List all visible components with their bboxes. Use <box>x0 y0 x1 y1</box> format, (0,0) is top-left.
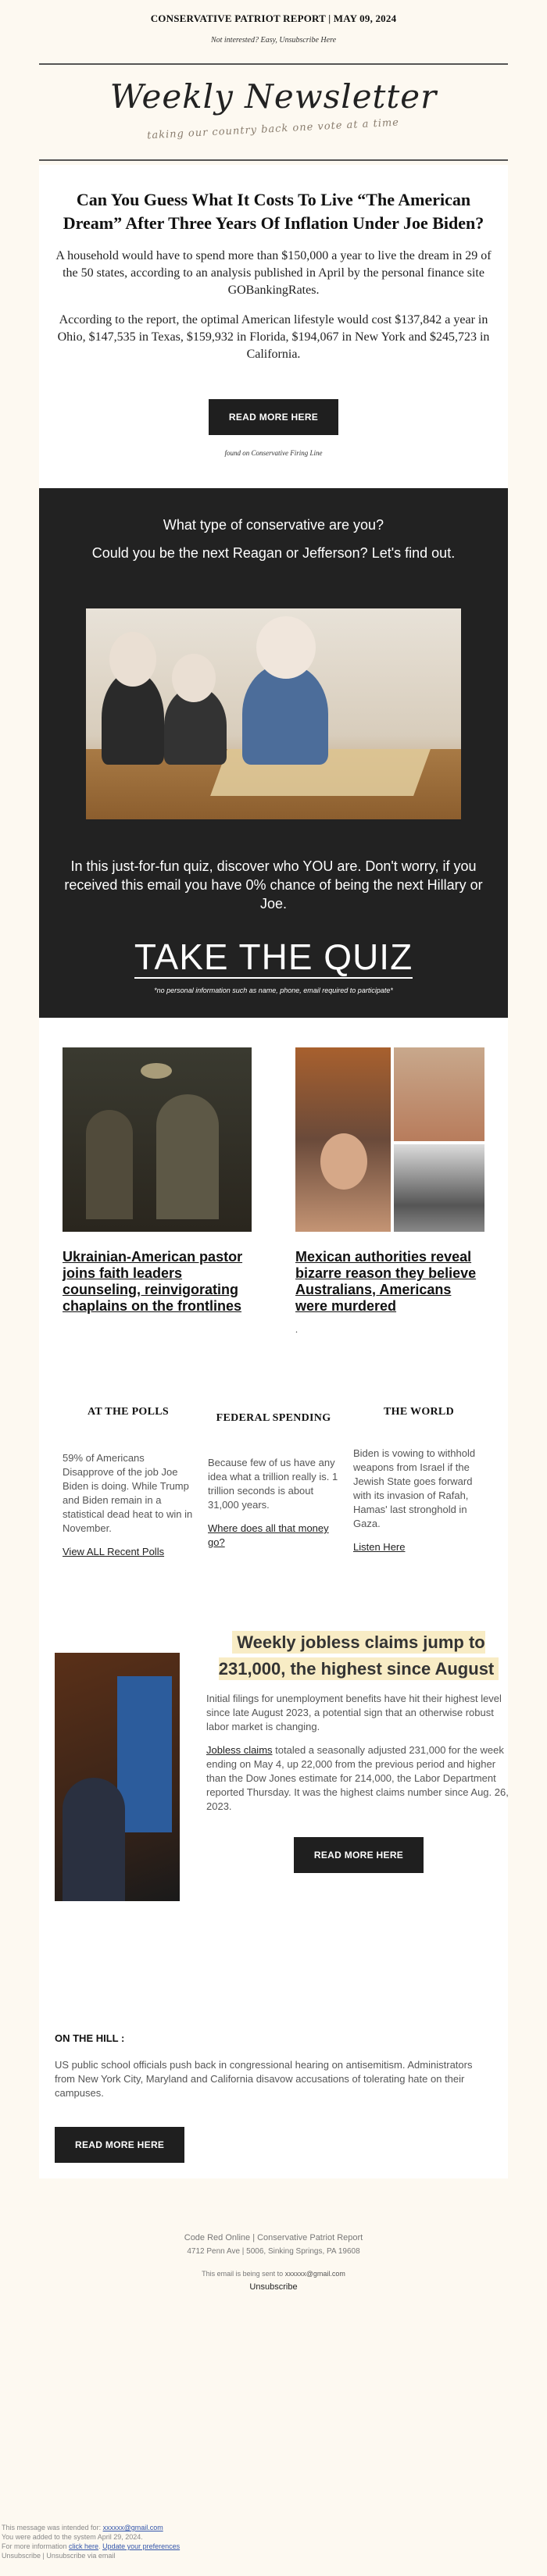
jobs-paragraph-1: Initial filings for unemployment benefits have hit their highest level since late August 2023, a potential sign that an otherwise robust labor market is changing. <box>206 1693 502 1732</box>
lead-read-more-button[interactable]: READ MORE HERE <box>209 399 338 435</box>
jobs-headline <box>206 1629 511 1682</box>
lead-paragraph-2: According to the report, the optimal American lifestyle would cost $137,842 a year in Ohio, $147,535 in Texas, $159,932 in Florida, $194,067 in New York and $245,723 in California. <box>57 313 490 361</box>
jobs-paragraph-2 <box>206 1743 511 1814</box>
top-bar <box>0 0 547 45</box>
jobless-claims-story <box>39 1590 508 2032</box>
unsubscribe-options[interactable]: Unsubscribe | Unsubscribe via email <box>2 2552 116 2560</box>
column-polls <box>63 1406 194 1559</box>
hill-read-more-button[interactable]: READ MORE HERE <box>55 2127 184 2163</box>
brand-date: CONSERVATIVE PATRIOT REPORT | MAY 09, 2024 <box>150 12 397 24</box>
hill-text: US public school officials push back in congressional hearing on antisemitism. Administrators from New York City, Maryland and California disavow accusations of tolerating hate on their campuses. <box>55 2059 473 2099</box>
topic-columns <box>39 1367 508 1590</box>
column-heading: THE WORLD <box>384 1406 454 1418</box>
intended-for-label: This message was intended for: <box>2 2524 103 2531</box>
added-date: You were added to the system April 29, 2024. <box>2 2533 143 2541</box>
quiz-question: What type of conservative are you? <box>163 517 384 533</box>
founding-fathers-image[interactable] <box>86 608 461 819</box>
story-photo[interactable] <box>63 1047 252 1232</box>
story-headline-link[interactable]: Mexican authorities reveal bizarre reason they believe Australians, Americans were murdered <box>295 1249 477 1314</box>
listen-link[interactable]: Listen Here <box>353 1541 406 1553</box>
masthead <box>0 65 547 152</box>
footer <box>0 2178 547 2292</box>
click-here-link[interactable]: click here <box>69 2542 99 2550</box>
more-info-label: For more information <box>2 2542 70 2550</box>
hill-label: ON THE HILL : <box>55 2032 125 2044</box>
on-the-hill <box>39 2032 508 2178</box>
story-card <box>63 1047 252 1336</box>
quiz-subtitle: Could you be the next Reagan or Jefferson? Let's find out. <box>91 545 456 561</box>
newsletter-tagline: taking our country back one vote at a time <box>147 116 400 142</box>
footer-org: Code Red Online | Conservative Patriot Report <box>184 2233 363 2242</box>
story-photo[interactable] <box>295 1047 484 1232</box>
footer-email-link[interactable]: xxxxxx@gmail.com <box>284 2270 345 2278</box>
jobs-paragraph-2-text: totaled a seasonally adjusted 231,000 for the week ending on May 4, up 22,000 from the previous period and higher than the Dow Jones estimate for 214,000, the Labor Department reported Thursday. It was the highest claims number since Aug. 26, 2023. <box>206 1744 509 1812</box>
column-spending <box>208 1406 339 1559</box>
unsubscribe-link-top[interactable]: Not interested? Easy, Unsubscribe Here <box>210 36 337 45</box>
column-world <box>353 1406 484 1559</box>
quiz-description: In this just-for-fun quiz, discover who YOU are. Don't worry, if you received this email you have 0% chance of being the next Hillary or Joe. <box>64 858 483 912</box>
jobs-headline-text: Weekly jobless claims jump to 231,000, the highest since August <box>219 1631 499 1680</box>
footer-recipient-prefix: This email is being sent to <box>202 2270 285 2278</box>
intended-email-link[interactable]: xxxxxx@gmail.com <box>102 2524 163 2531</box>
lead-headline: Can You Guess What It Costs To Live “The American Dream” After Three Years Of Inflation Under Joe Biden? <box>63 190 484 233</box>
newsletter-title: Weekly Newsletter <box>109 77 438 116</box>
column-text: Because few of us have any idea what a trillion really is. 1 trillion seconds is about 31,000 years. <box>208 1457 338 1511</box>
separator: . <box>98 2542 103 2550</box>
story-card <box>295 1047 484 1336</box>
quiz-section <box>39 488 508 1018</box>
footer-address: 4712 Penn Ave | 5006, Sinking Springs, PA 19608 <box>187 2247 360 2256</box>
jobs-photo[interactable] <box>55 1653 180 1901</box>
column-heading: FEDERAL SPENDING <box>216 1412 331 1424</box>
take-quiz-link[interactable]: TAKE THE QUIZ <box>134 937 413 977</box>
spending-link[interactable]: Where does all that money go? <box>208 1522 329 1548</box>
footer-unsubscribe-link[interactable]: Unsubscribe <box>249 2282 298 2292</box>
view-polls-link[interactable]: View ALL Recent Polls <box>63 1546 165 1557</box>
footer-recipient <box>0 2270 547 2278</box>
quiz-disclaimer: *no personal information such as name, phone, email required to participate* <box>154 987 393 994</box>
story-trailing-text: . <box>295 1324 298 1335</box>
update-preferences-link[interactable]: Update your preferences <box>102 2542 181 2550</box>
lead-story <box>39 165 508 488</box>
jobless-claims-link[interactable]: Jobless claims <box>206 1744 273 1756</box>
system-footer <box>0 2523 180 2560</box>
column-text: 59% of Americans Disapprove of the job Joe Biden is doing. While Trump and Biden remain in a statistical dead heat to win in November. <box>63 1452 193 1534</box>
column-heading: AT THE POLLS <box>88 1406 169 1418</box>
featured-stories <box>39 1018 508 1367</box>
column-text: Biden is vowing to withhold weapons from Israel if the Jewish State goes forward with its invasion of Rafah, Hamas' last stronghold in Gaza. <box>353 1447 476 1529</box>
story-headline-link[interactable]: Ukrainian-American pastor joins faith leaders counseling, reinvigorating chaplains on the frontlines <box>63 1249 243 1314</box>
source-credit: found on Conservative Firing Line <box>224 449 323 457</box>
jobs-read-more-button[interactable]: READ MORE HERE <box>294 1837 424 1873</box>
lead-paragraph-1: A household would have to spend more than $150,000 a year to live the dream in 29 of the 50 states, according to an analysis published in April by the personal finance site GOBankingRates. <box>55 249 492 297</box>
